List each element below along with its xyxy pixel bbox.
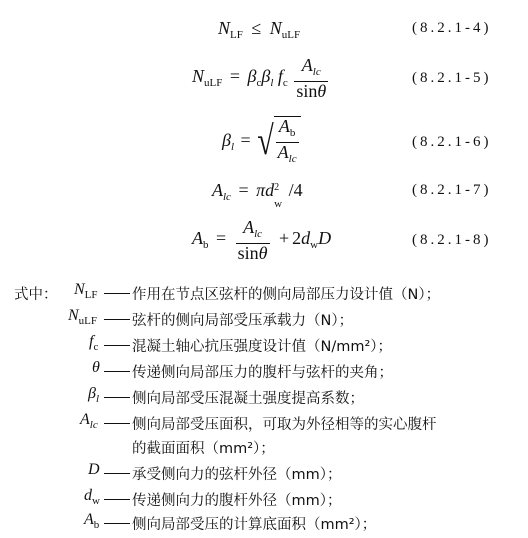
equation-number: (8.2.1-8) — [412, 232, 492, 248]
equation-body: $N_{uLF} = \beta_c\beta_l$ $f_c$ $\frac{A_{lc}}{\sin\theta}$ — [192, 55, 327, 101]
square-root: √ $\frac{A_b}{A_{lc}}$ — [257, 116, 300, 168]
legend-item: D 承受侧向力的弦杆外径（mm）； — [88, 461, 342, 483]
equation-8-2-1-6 — [0, 116, 528, 166]
symbol-legend — [0, 278, 528, 538]
equation-8-2-1-7 — [0, 176, 528, 210]
legend-item: θ 传递侧向局部压力的腹杆与弦杆的夹角； — [92, 359, 393, 381]
divisor: 4 — [293, 180, 303, 200]
equation-number: (8.2.1-6) — [412, 134, 492, 150]
equation-number: (8.2.1-4) — [412, 20, 492, 36]
equation-8-2-1-4 — [0, 14, 528, 48]
equation-8-2-1-5 — [0, 56, 528, 100]
equation-body: $N_{LF} \le N_{uLF}$ — [218, 18, 301, 41]
sin-label: sin — [296, 81, 318, 101]
equation-number: (8.2.1-7) — [412, 182, 492, 198]
equation-body: $A_b$ = $\frac{A_{lc}}{\sin\theta}$ + $2d_wD$ — [192, 217, 332, 263]
equation-number: (8.2.1-5) — [412, 70, 492, 86]
legend-prefix: 式中： — [14, 287, 58, 303]
fraction: $\frac{A_{lc}}{\sin\theta}$ — [237, 217, 268, 263]
legend-item: $f_c$ 混凝土轴心抗压强度设计值（N/mm²）； — [89, 333, 393, 355]
legend-item: $A_b$ 侧向局部受压的计算底面积（mm²）； — [84, 511, 377, 533]
legend-item: $N_{LF}$ 作用在节点区弦杆的侧向局部压力设计值（N）； — [74, 281, 441, 303]
equation-body: $A_{lc} = \pi d$ 2 w /4 — [212, 180, 303, 210]
legend-item: $\beta_l$ 侧向局部受压混凝土强度提高系数； — [88, 385, 364, 407]
sin-label: sin — [237, 243, 259, 263]
equation-8-2-1-8 — [0, 218, 528, 262]
legend-item-continuation: 的截面面积（mm²）； — [132, 441, 275, 457]
legend-item: $A_{lc}$ 侧向局部受压面积，可取为外径相等的实心腹杆 — [80, 411, 437, 433]
equation-body: $\beta_l$ = √ $\frac{A_b}{A_{lc}}$ — [222, 116, 301, 168]
fraction: $\frac{A_{lc}}{\sin\theta}$ — [296, 55, 327, 101]
coefficient: 2 — [292, 228, 302, 249]
legend-item: $N_{uLF}$ 弦杆的侧向局部受压承载力（N）； — [68, 307, 354, 329]
legend-item: $d_w$ 传递侧向力的腹杆外径（mm）； — [84, 487, 342, 509]
